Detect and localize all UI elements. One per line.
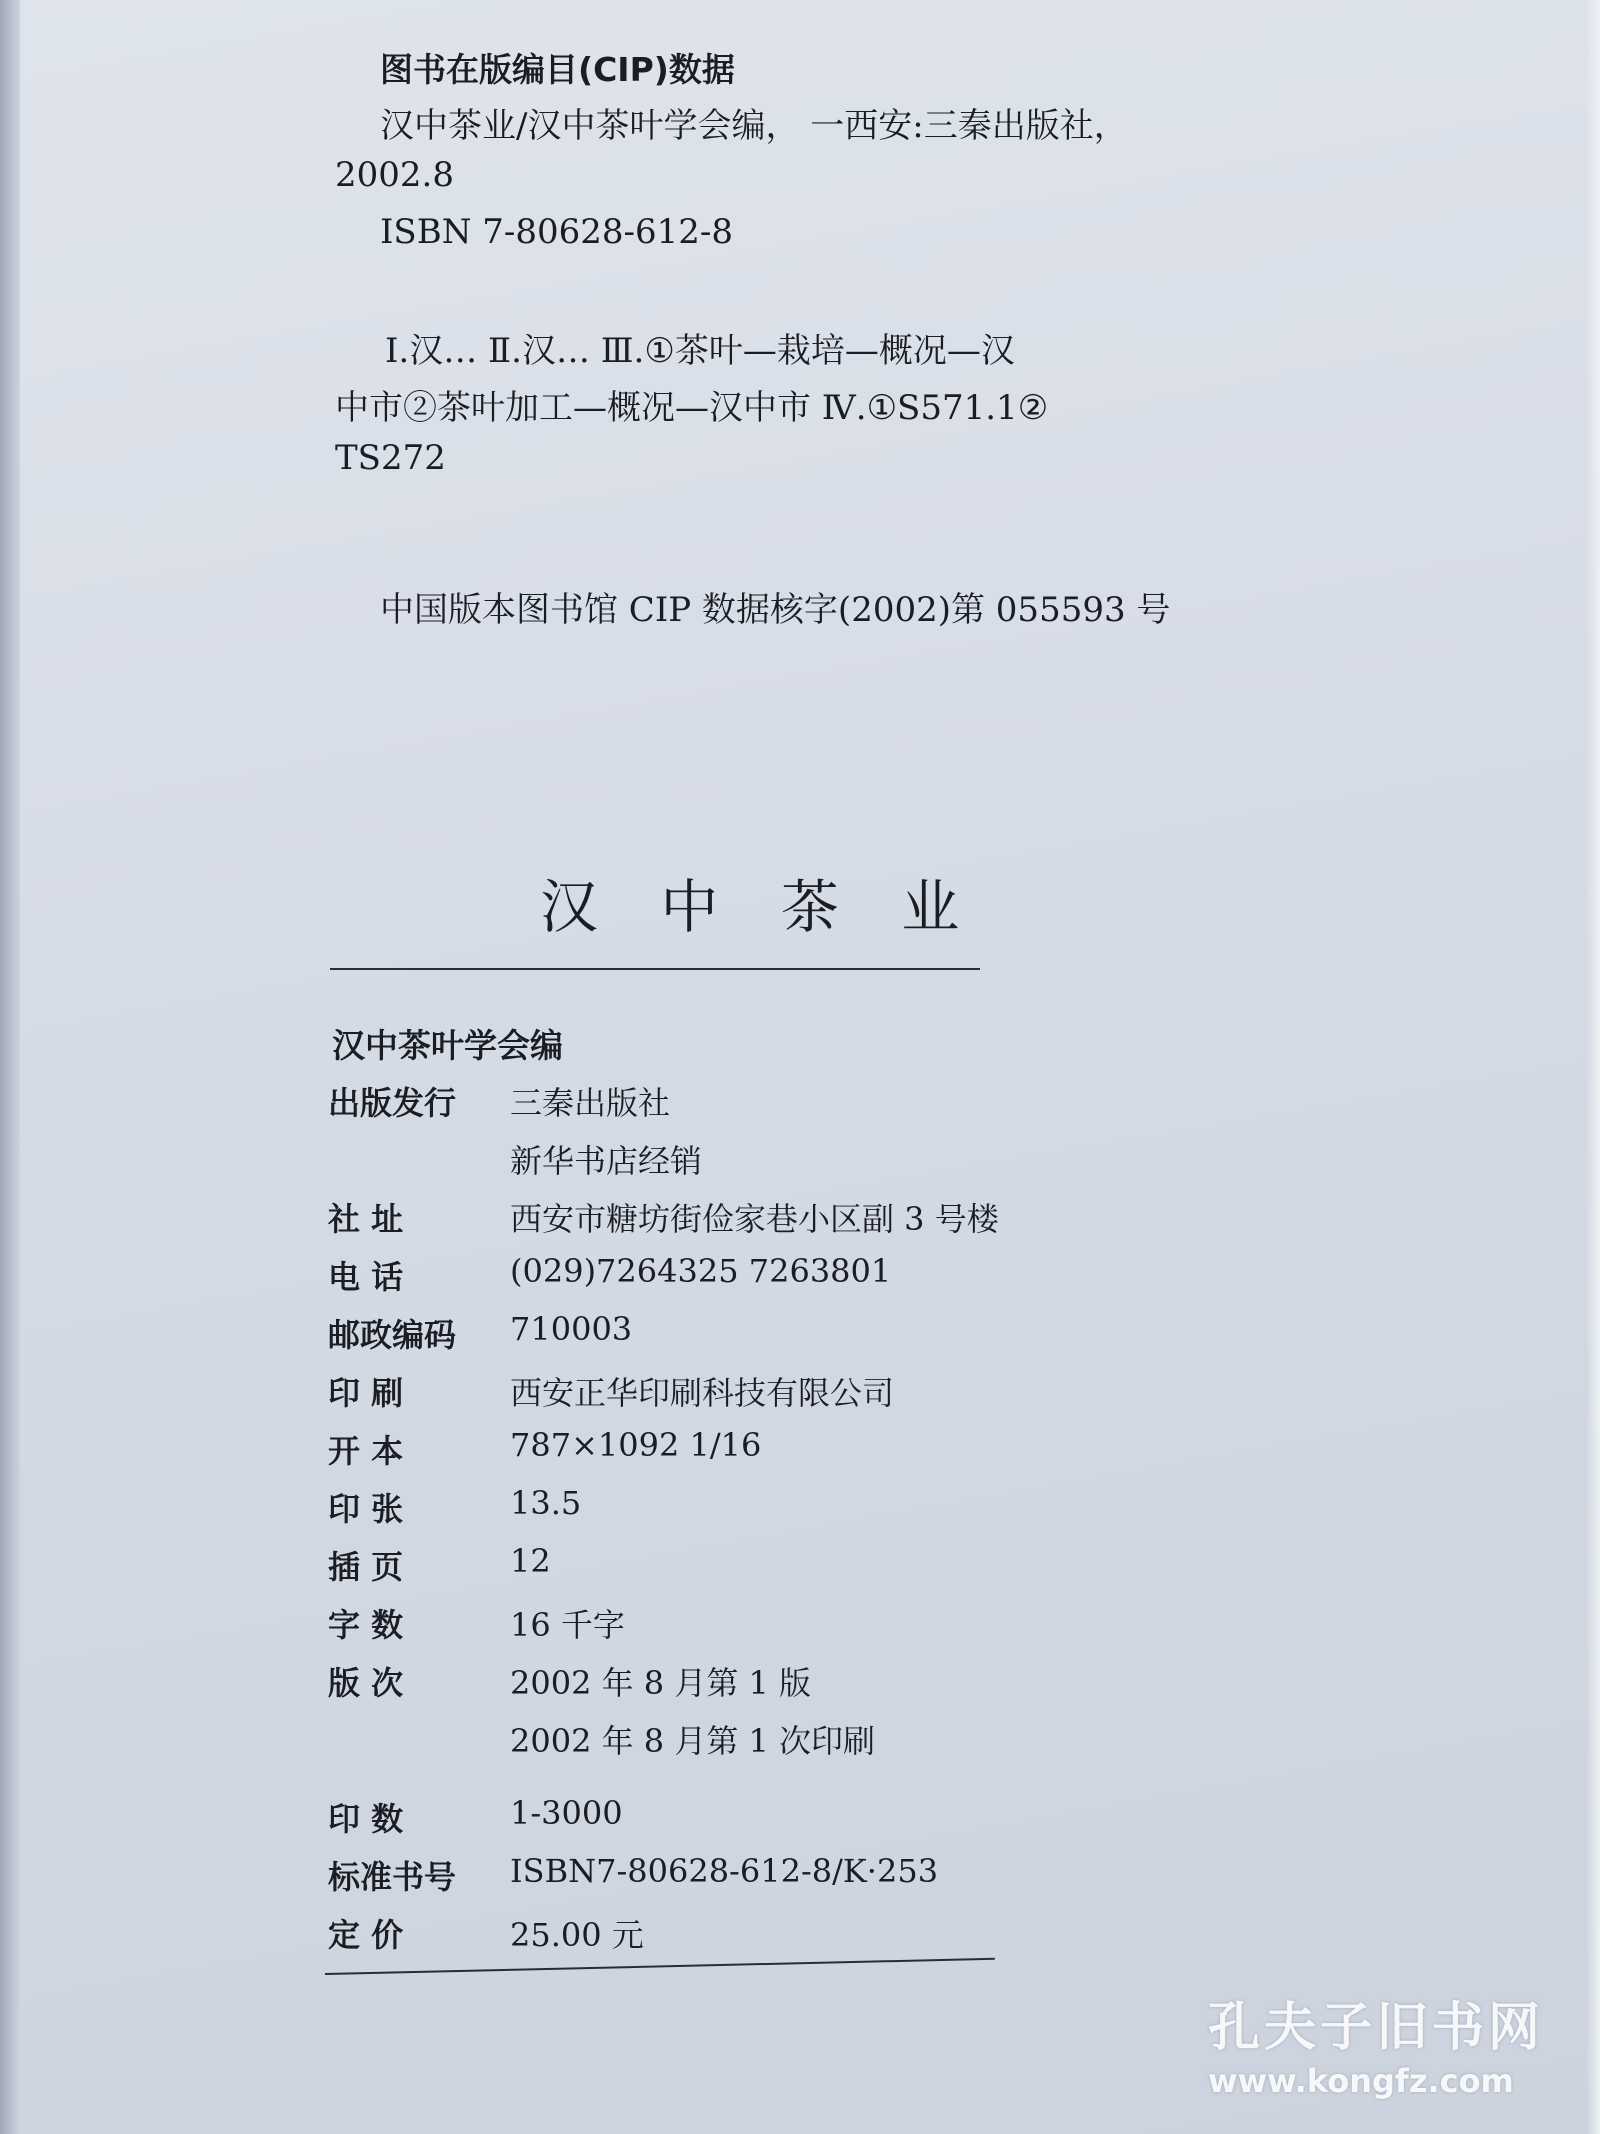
book-title: 汉 中 茶 业 bbox=[540, 873, 982, 941]
cip-isbn: ISBN 7-80628-612-8 bbox=[380, 212, 734, 252]
colophon-value: 三秦出版社 bbox=[510, 1084, 671, 1122]
colophon-value: 710003 bbox=[510, 1310, 633, 1348]
colophon-label: 字 数 bbox=[328, 1606, 404, 1644]
colophon-label: 社 址 bbox=[328, 1200, 404, 1238]
colophon-value: 西安正华印刷科技有限公司 bbox=[510, 1374, 895, 1412]
colophon-label: 印 数 bbox=[328, 1800, 404, 1838]
colophon-label: 版 次 bbox=[328, 1664, 404, 1702]
colophon-label: 邮政编码 bbox=[328, 1316, 457, 1354]
book-editor: 汉中茶叶学会编 bbox=[332, 1026, 563, 1065]
cip-verification: 中国版本图书馆 CIP 数据核字(2002)第 055593 号 bbox=[380, 590, 1171, 630]
cip-line-2: 2002.8 bbox=[335, 155, 454, 195]
cip-line-6: TS272 bbox=[335, 438, 446, 478]
watermark-url: www.kongfz.com bbox=[1208, 2062, 1514, 2100]
colophon-label: 标准书号 bbox=[328, 1858, 457, 1896]
cip-title: 图书在版编目(CIP)数据 bbox=[380, 50, 735, 89]
colophon-value: 25.00 元 bbox=[510, 1916, 644, 1954]
colophon-value: 12 bbox=[510, 1542, 551, 1580]
colophon-value: 2002 年 8 月第 1 版 bbox=[510, 1664, 812, 1702]
colophon-value: 西安市糖坊街俭家巷小区副 3 号楼 bbox=[510, 1200, 999, 1238]
watermark bbox=[1208, 1985, 1544, 2100]
copyright-page bbox=[20, 0, 1600, 2134]
colophon-value: ISBN7-80628-612-8/K·253 bbox=[510, 1852, 939, 1890]
cip-line-1: 汉中茶业/汉中茶叶学会编， 一西安:三秦出版社， bbox=[380, 106, 1128, 146]
cip-line-5: 中市②茶叶加工—概况—汉中市 Ⅳ.①S571.1② bbox=[335, 388, 1049, 428]
colophon-label: 印 刷 bbox=[328, 1374, 404, 1412]
colophon-label: 插 页 bbox=[328, 1548, 404, 1586]
colophon-value: 13.5 bbox=[510, 1484, 582, 1522]
colophon-label: 定 价 bbox=[328, 1916, 404, 1954]
book-spine-shadow bbox=[0, 0, 20, 2134]
colophon-value: 787×1092 1/16 bbox=[510, 1426, 762, 1464]
page-edge-highlight bbox=[1586, 0, 1600, 2134]
watermark-logo: 孔夫子旧书网 bbox=[1208, 1998, 1545, 2058]
colophon-value: 1-3000 bbox=[510, 1794, 623, 1832]
colophon-label: 印 张 bbox=[328, 1490, 404, 1528]
colophon-value: (029)7264325 7263801 bbox=[510, 1252, 892, 1290]
colophon-label: 电 话 bbox=[328, 1258, 404, 1296]
colophon-label: 开 本 bbox=[328, 1432, 404, 1470]
colophon-value: 16 千字 bbox=[510, 1606, 625, 1644]
colophon-label: 出版发行 bbox=[328, 1084, 457, 1122]
cip-line-4: Ⅰ.汉… Ⅱ.汉… Ⅲ.①茶叶—栽培—概况—汉 bbox=[385, 331, 1015, 371]
colophon-value: 2002 年 8 月第 1 次印刷 bbox=[510, 1722, 876, 1760]
colophon-value: 新华书店经销 bbox=[510, 1142, 703, 1180]
title-divider bbox=[330, 968, 980, 970]
